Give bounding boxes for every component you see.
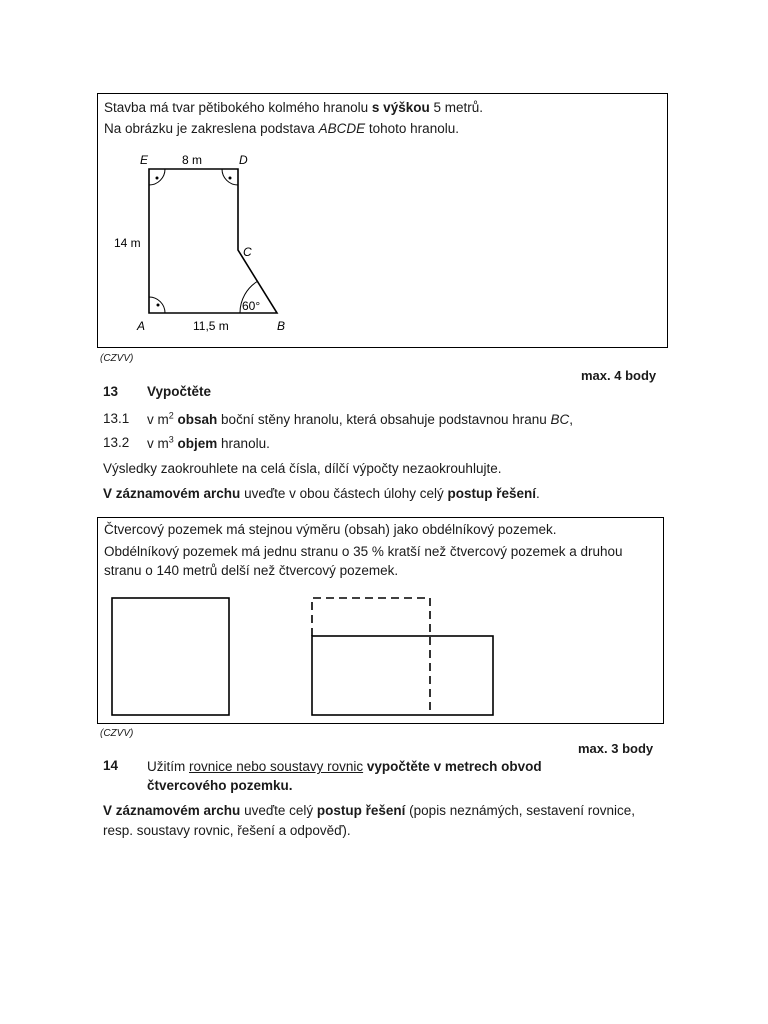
vertex-c: C xyxy=(243,245,252,259)
task13-intro-line1: Stavba má tvar pětibokého kolmého hranolu s výškou 5 metrů. xyxy=(104,100,483,115)
rectangular-plot xyxy=(312,636,493,715)
plots-figure xyxy=(100,590,510,720)
subquestion-13-2-text: v $m^3$ objem hranolu. xyxy=(147,434,270,451)
side-ed-length: 8 m xyxy=(182,153,203,167)
subquestion-13-1-number: 13.1 xyxy=(103,411,130,426)
task13-intro-line2: Na obrázku je zakreslena podstava ABCDE tohoto hranolu. xyxy=(104,121,459,136)
task14-line2: Obdélníkový pozemek má jednu stranu o 35 % kratší než čtvercový pozemek a druhou xyxy=(104,544,623,559)
record-instruction-13: V záznamovém archu uveďte v obou částech úlohy celý postup řešení. xyxy=(103,486,540,501)
side-ae-length: 14 m xyxy=(114,236,141,250)
question-14-line1: Užitím rovnice nebo soustavy rovnic vypočtěte v metrech obvod xyxy=(147,759,542,774)
question-13-number: 13 xyxy=(103,384,119,399)
side-ab-length: 11,5 m xyxy=(193,319,229,333)
question-13-heading: Vypočtěte xyxy=(147,384,212,399)
subquestion-13-2-number: 13.2 xyxy=(103,435,130,450)
dashed-square-outline xyxy=(312,598,430,715)
pentagon-abcde xyxy=(149,169,277,313)
vertex-a: A xyxy=(137,319,146,333)
pentagon-base-figure xyxy=(100,145,330,340)
vertex-b: B xyxy=(277,319,286,333)
vertex-d: D xyxy=(239,153,248,167)
question-14-line2: čtvercového pozemku. xyxy=(147,778,293,793)
source-label-1: (CZVV) xyxy=(100,353,134,364)
task14-line3: stranu o 140 metrů delší než čtvercový pozemek. xyxy=(104,563,399,578)
square-plot xyxy=(112,598,229,715)
vertex-e: E xyxy=(140,153,149,167)
record-instruction-14-line1: V záznamovém archu uveďte celý postup řešení (popis neznámých, sestavení rovnice, xyxy=(103,803,636,818)
rounding-note: Výsledky zaokrouhlete na celá čísla, dílčí výpočty nezaokrouhlujte. xyxy=(103,461,502,476)
task14-line1: Čtvercový pozemek má stejnou výměru (obsah) jako obdélníkový pozemek. xyxy=(104,522,557,537)
question-14-number: 14 xyxy=(103,758,119,773)
max-points-14: max. 3 body xyxy=(578,741,654,756)
max-points-13: max. 4 body xyxy=(581,368,657,383)
angle-b-label: 60° xyxy=(242,299,261,313)
record-instruction-14-line2: resp. soustavy rovnic, řešení a odpověď). xyxy=(103,823,351,838)
subquestion-13-1-text: v $m^2$ obsah boční stěny hranolu, která obsahuje podstavnou hranu BC, xyxy=(147,410,574,427)
source-label-2: (CZVV) xyxy=(100,728,134,739)
